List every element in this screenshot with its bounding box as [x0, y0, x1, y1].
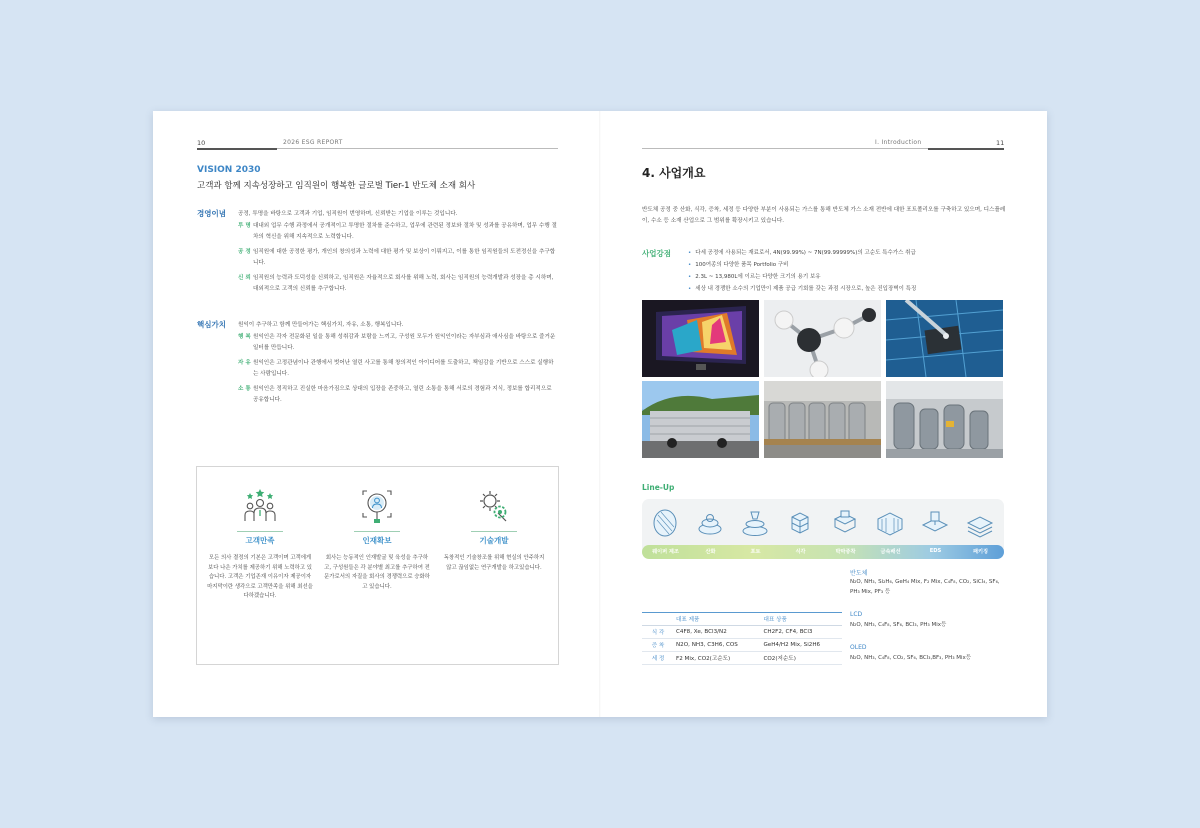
talent-search-icon: [359, 487, 395, 525]
section-heading: 4. 사업개요: [642, 166, 706, 180]
lineup-item: 웨이퍼 제조: [652, 549, 679, 555]
table-cell: CH2F2, CF4, BCl3: [761, 626, 842, 639]
core-value-item: [238, 384, 558, 405]
lineup-item: EDS: [929, 548, 942, 554]
item-text: 원익인은 정직하고 진실한 마음가짐으로 상대의 입장을 존중하고, 열린 소통을 통해 서로의 경험과 지식, 정보를 합리적으로 공유합니다.: [253, 386, 552, 403]
item-text: 임직원의 능력과 도덕성을 신뢰하고, 임직원은 자율적으로 회사를 위해 노력, 회사는 임직원의 능력개발과 성장을 총 시하며, 대외적으로 고객의 신뢰를 추구합니다.: [253, 275, 554, 292]
table-row: [642, 639, 842, 652]
header-rule: [928, 148, 1004, 150]
lineup-item: 포토: [750, 549, 761, 555]
segment-name: LCD: [850, 611, 863, 618]
packaging-icon: [964, 507, 996, 539]
pillar-customer: [205, 487, 315, 602]
strengths-list: [688, 247, 1008, 295]
table-header: 대표 상품: [761, 613, 842, 626]
pillar-name: 고객만족: [245, 536, 275, 545]
metallization-icon: [874, 507, 906, 539]
management-item: [238, 247, 558, 268]
display-photo: [642, 300, 759, 377]
lineup-item: 패키징: [972, 549, 989, 555]
pillar-name: 기술개발: [479, 536, 509, 545]
section-title: I. Introduction: [875, 139, 922, 146]
gas-cylinders-photo: [764, 381, 881, 458]
table-row: [642, 626, 842, 639]
item-text: 원익인은 각자 전문화된 일을 통해 성취감과 보람을 느끼고, 구성원 모두가 원익인이라는 자부심과 애사심을 바탕으로 즐거운 일터를 만듭니다.: [253, 334, 556, 351]
right-page: [600, 111, 1047, 717]
core-value-item: [238, 358, 558, 379]
table-row: [642, 652, 842, 665]
table-cell: CO2(저순도): [761, 652, 842, 665]
vision-title: VISION 2030: [197, 165, 261, 175]
table-cell: GeH4/H2 Mix, Si2H6: [761, 639, 842, 652]
pillar-desc: 독창적인 기술창조를 위해 현실의 안주하지 않고 끊임없는 연구개발을 하고있습니다.: [443, 555, 545, 571]
product-table: [642, 612, 842, 665]
table-cell: 증 착: [642, 639, 674, 652]
page-number: 11: [996, 139, 1005, 147]
oxidation-icon: [694, 507, 726, 539]
management-item: [238, 273, 558, 294]
lineup-label: Line-Up: [642, 483, 675, 492]
item-tag: 행 복: [238, 334, 251, 340]
strength-bullet: • 2.3L ~ 13,980L에 이르는 다양한 크기의 용기 보유: [688, 271, 1008, 283]
segment-gases: N₂O, NH₃, Si₂H₆, GeH₄ Mix, F₂ Mix, C₄F₈, CO₂, SiCl₄, SF₆, PH₃ Mix, PF₃ 등: [850, 579, 1000, 595]
core-value-item: [238, 332, 558, 353]
eds-icon: [919, 507, 951, 539]
strengths-label: 사업강점: [642, 249, 671, 258]
header-rule: [277, 148, 558, 149]
pillar-desc: 모든 의사 결정의 기본은 고객이며 고객에게 보다 나은 가치를 제공하기 위해 노력하고 있습니다. 고객은 기업존재 이유이자 제공이자 마지막이란 생각으로 고객만족을 위해 최선을 다하겠습니다.: [207, 555, 313, 599]
header-rule: [197, 148, 277, 150]
item-tag: 신 뢰: [238, 275, 251, 281]
item-tag: 투 명: [238, 223, 251, 229]
table-cell: 식 각: [642, 626, 674, 639]
lineup-item: 박막증착: [835, 549, 856, 555]
pillar-divider: [237, 531, 283, 532]
segment-gases: N₂O, NH₃, C₄F₈, CO₂, SF₆, BCl₃,BF₃, PH₃ Mix등: [850, 655, 972, 661]
report-title: 2026 ESG REPORT: [283, 139, 343, 146]
item-text: 임직원에 대한 공정한 평가, 개인의 창의성과 노력에 대한 평가 및 보상이 이뤄지고, 이를 통한 임직원들의 도전정신을 추구합니다.: [253, 249, 556, 266]
report-spread: [153, 111, 1047, 717]
molecule-photo: [764, 300, 881, 377]
table-cell: F2 Mix, CO2(고순도): [674, 652, 761, 665]
etching-icon: [784, 507, 816, 539]
gear-tech-icon: [476, 487, 512, 525]
core-values-label: 핵심가치: [197, 320, 226, 329]
pillar-divider: [471, 531, 517, 532]
wafer-icon: [649, 507, 681, 539]
left-page: [153, 111, 600, 717]
pillar-technology: [439, 487, 549, 573]
lineup-item: 금속배선: [880, 549, 901, 555]
pillar-talent: [322, 487, 432, 592]
table-cell: N2O, NH3, C3H6, COS: [674, 639, 761, 652]
strength-bullet: • 100여종의 다양한 품목 Portfolio 구비: [688, 259, 1008, 271]
item-tag: 공 정: [238, 249, 251, 255]
photo-icon: [739, 507, 771, 539]
table-cell: 세 정: [642, 652, 674, 665]
lineup-item: 산화: [705, 549, 716, 555]
strength-bullet: • 세상 내 경쟁한 소수의 기업만이 제품 공급 기회를 갖는 과점 시장으로, 높은 진입장벽이 특징: [688, 283, 1008, 295]
management-label: 경영이념: [197, 209, 226, 218]
cylinder-storage-photo: [886, 381, 1003, 458]
segment-name: 반도체: [850, 570, 868, 577]
pillar-desc: 회사는 능동적인 인재발굴 및 육성을 추구하고, 구성원들은 각 분야별 최고를 추구하여 전문가로서의 자질을 회사의 경쟁력으로 승화하고 있습니다.: [324, 555, 430, 590]
pillar-divider: [354, 531, 400, 532]
vision-subtitle: 고객과 함께 지속성장하고 임직원이 행복한 글로벌 Tier-1 반도체 소재 회사: [197, 181, 476, 191]
business-intro: 반도체 공정 중 산화, 식각, 증착, 세정 등 다양한 부분이 사용되는 가스를 통해 반도체 가스 소재 전반에 대한 포트폴리오를 구축하고 있으며, 디스플레이, 수소 등 소재 산업으로 그 범위를 확장시키고 있습니다.: [642, 207, 1006, 224]
core-values-intro: 원익이 추구하고 함께 만들어가는 핵심가치, 자유, 소통, 행복입니다.: [238, 322, 404, 328]
management-item: [238, 221, 558, 242]
customer-group-icon: [242, 487, 278, 525]
table-header: [642, 613, 674, 626]
strength-bullet: • 다세 공정에 사용되는 재료로서, 4N(99.99%) ~ 7N(99.99999%)의 고순도 특수가스 취급: [688, 247, 1008, 259]
item-text: 원익인은 고정관념이나 관행에서 벗어난 열린 사고를 통해 창의적인 아이디어를 도출하고, 책임감을 기반으로 스스로 실행하는 사람입니다.: [253, 360, 554, 377]
item-tag: 소 통: [238, 386, 251, 392]
page-number: 10: [197, 139, 206, 147]
table-header-row: [642, 613, 842, 626]
header-rule: [642, 148, 928, 149]
tube-trailer-photo: [642, 381, 759, 458]
pillars-box: [196, 466, 559, 665]
management-intro: 공정, 투명을 바탕으로 고객과 기업, 임직원이 번영하며, 신뢰받는 기업을 이루는 것입니다.: [238, 211, 458, 217]
segment-name: OLED: [850, 644, 867, 651]
deposition-icon: [829, 507, 861, 539]
pillar-name: 인재확보: [362, 536, 392, 545]
lineup-item: 식각: [795, 549, 806, 555]
segment-gases: N₂O, NH₃, C₄F₈, SF₆, BCl₃, PH₃ Mix등: [850, 622, 947, 628]
item-tag: 자 유: [238, 360, 251, 366]
item-text: 대내외 업무 수행 과정에서 공개적이고 투명한 절차를 준수하고, 업무에 관련된 정보와 절차 및 성과를 공유하며, 업무 수행 절차의 혁신을 위해 지속적으로 노력합니다.: [253, 223, 557, 240]
table-header: 대표 제품: [674, 613, 761, 626]
table-cell: C4F8, Xe, BCl3/N2: [674, 626, 761, 639]
chip-photo: [886, 300, 1003, 377]
